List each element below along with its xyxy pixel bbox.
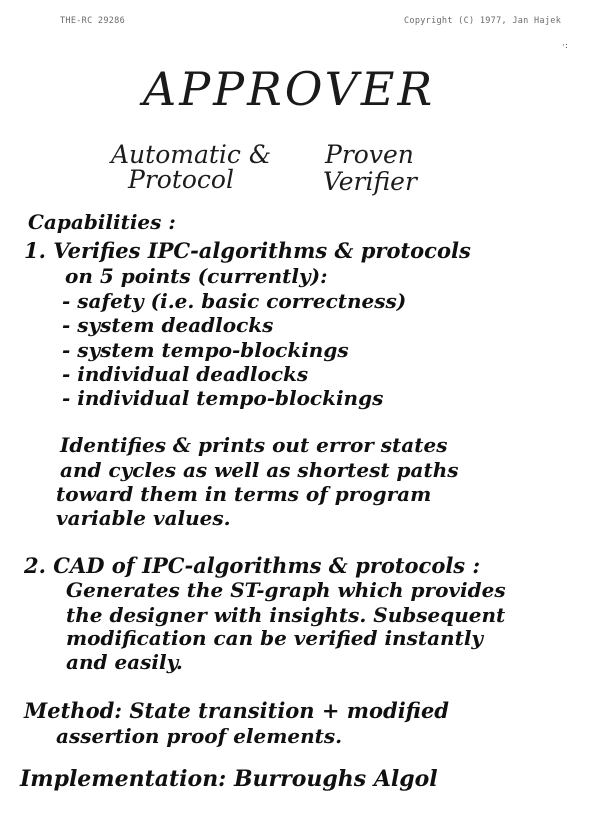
capability-1-line: - individual deadlocks xyxy=(62,362,309,386)
capability-1-paragraph-line: Identifies & prints out error states xyxy=(60,433,448,457)
document-reference-number: THE-RC 29286 xyxy=(60,16,126,26)
capability-1-line: - safety (i.e. basic correctness) xyxy=(62,289,407,313)
subtitle-line2-right: Verifier xyxy=(323,167,417,196)
copyright-notice: Copyright (C) 1977, Jan Hajek xyxy=(404,16,562,26)
capability-2-line: modification can be verified instantly xyxy=(66,626,484,650)
capabilities-heading: Capabilities : xyxy=(28,210,176,234)
capability-1-line: - system deadlocks xyxy=(62,313,274,337)
capability-2-heading: 2. CAD of IPC-algorithms & protocols : xyxy=(24,553,481,578)
capability-1-paragraph-line: variable values. xyxy=(56,506,231,530)
capability-2-line: and easily. xyxy=(66,650,183,674)
document-title: APPROVER xyxy=(143,62,436,116)
method-line: Method: State transition + modified xyxy=(24,698,449,723)
subtitle-line1-left: Automatic & xyxy=(111,140,272,169)
subtitle-line1-right: Proven xyxy=(325,140,414,169)
scan-speck: ·: xyxy=(562,41,568,51)
subtitle-line2-left: Protocol xyxy=(128,165,234,194)
capability-1-line: on 5 points (currently): xyxy=(65,264,328,288)
capability-2-line: the designer with insights. Subsequent xyxy=(66,603,506,627)
capability-1-heading: 1. Verifies IPC-algorithms & protocols xyxy=(24,238,471,263)
capability-2-line: Generates the ST-graph which provides xyxy=(66,578,506,602)
capability-1-line: - individual tempo-blockings xyxy=(62,386,384,410)
capability-1-paragraph-line: toward them in terms of program xyxy=(56,482,432,506)
capability-1-line: - system tempo-blockings xyxy=(62,338,349,362)
capability-1-paragraph-line: and cycles as well as shortest paths xyxy=(60,458,459,482)
implementation-line: Implementation: Burroughs Algol xyxy=(20,766,438,792)
method-line: assertion proof elements. xyxy=(56,724,343,748)
